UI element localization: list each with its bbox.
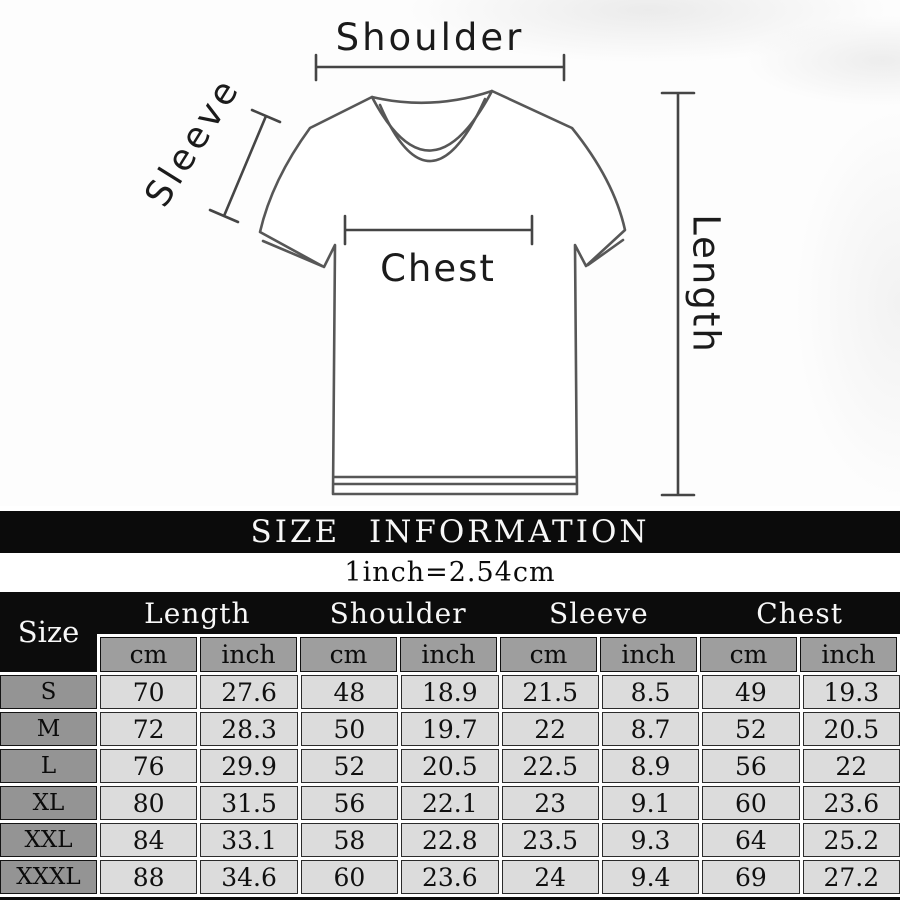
table-cell: 27.6 xyxy=(200,675,297,709)
group-header-length: Length xyxy=(144,596,251,630)
table-cell: 29.9 xyxy=(200,749,297,783)
table-cell: 8.5 xyxy=(602,675,699,709)
table-cell: 19.3 xyxy=(803,675,900,709)
table-cell: 72 xyxy=(100,712,197,746)
table-cell: 8.9 xyxy=(602,749,699,783)
size-label-cell: XL xyxy=(0,786,97,820)
group-header-chest: Chest xyxy=(756,596,843,630)
table-cell: 19.7 xyxy=(401,712,498,746)
length-label: Length xyxy=(684,214,728,354)
table-cell: 28.3 xyxy=(200,712,297,746)
table-cell: 50 xyxy=(301,712,398,746)
unit-header-cell: cm xyxy=(300,637,397,672)
chest-label: Chest xyxy=(380,247,496,290)
table-cell: 31.5 xyxy=(200,786,297,820)
table-cell: 18.9 xyxy=(401,675,498,709)
unit-header-cell: inch xyxy=(600,637,697,672)
table-cell: 58 xyxy=(301,823,398,857)
table-cell: 20.5 xyxy=(401,749,498,783)
table-cell: 80 xyxy=(100,786,197,820)
table-header xyxy=(0,592,900,672)
unit-header-cell: inch xyxy=(200,637,297,672)
group-header-row xyxy=(97,592,900,634)
tshirt-drawing xyxy=(260,91,625,494)
table-cell: 60 xyxy=(301,860,398,894)
table-cell: 60 xyxy=(702,786,799,820)
table-cell: 69 xyxy=(702,860,799,894)
size-information-banner xyxy=(0,511,900,553)
group-header-shoulder: Shoulder xyxy=(329,596,467,630)
table-cell: 27.2 xyxy=(803,860,900,894)
table-cell: 70 xyxy=(100,675,197,709)
table-cell: 64 xyxy=(702,823,799,857)
table-cell: 23.6 xyxy=(401,860,498,894)
table-cell: 34.6 xyxy=(200,860,297,894)
table-cell: 22.1 xyxy=(401,786,498,820)
table-cell: 22 xyxy=(502,712,599,746)
table-cell: 25.2 xyxy=(803,823,900,857)
size-label-cell: S xyxy=(0,675,97,709)
size-label-cell: XXL xyxy=(0,823,97,857)
table-cell: 8.7 xyxy=(602,712,699,746)
table-cell: 76 xyxy=(100,749,197,783)
table-cell: 23.5 xyxy=(502,823,599,857)
group-header-sleeve: Sleeve xyxy=(549,596,649,630)
table-cell: 9.3 xyxy=(602,823,699,857)
table-cell: 9.1 xyxy=(602,786,699,820)
size-table-body xyxy=(0,672,900,897)
unit-header-cell: cm xyxy=(100,637,197,672)
table-cell: 52 xyxy=(702,712,799,746)
table-cell: 23.6 xyxy=(803,786,900,820)
table-cell: 33.1 xyxy=(200,823,297,857)
size-label-cell: XXXL xyxy=(0,860,97,894)
table-cell: 88 xyxy=(100,860,197,894)
table-cell: 22 xyxy=(803,749,900,783)
table-cell: 20.5 xyxy=(803,712,900,746)
unit-header-cell: inch xyxy=(400,637,497,672)
size-label-cell: M xyxy=(0,712,97,746)
table-cell: 22.8 xyxy=(401,823,498,857)
table-cell: 56 xyxy=(301,786,398,820)
table-cell: 49 xyxy=(702,675,799,709)
conversion-note-strip xyxy=(0,553,900,592)
table-cell: 48 xyxy=(301,675,398,709)
table-cell: 24 xyxy=(502,860,599,894)
unit-header-cell: cm xyxy=(500,637,597,672)
table-cell: 56 xyxy=(702,749,799,783)
banner-title: SIZE INFORMATION xyxy=(250,514,650,550)
sleeve-label: Sleeve xyxy=(137,69,249,215)
table-cell: 23 xyxy=(502,786,599,820)
shoulder-label: Shoulder xyxy=(335,16,525,59)
table-cell: 84 xyxy=(100,823,197,857)
table-cell: 21.5 xyxy=(502,675,599,709)
unit-header-cell: inch xyxy=(800,637,897,672)
unit-header-cell: cm xyxy=(700,637,797,672)
size-header-cell: Size xyxy=(17,615,80,649)
table-cell: 22.5 xyxy=(502,749,599,783)
unit-header-row xyxy=(97,634,900,672)
table-cell: 52 xyxy=(301,749,398,783)
size-label-cell: L xyxy=(0,749,97,783)
table-cell: 9.4 xyxy=(602,860,699,894)
conversion-note: 1inch=2.54cm xyxy=(344,557,556,588)
